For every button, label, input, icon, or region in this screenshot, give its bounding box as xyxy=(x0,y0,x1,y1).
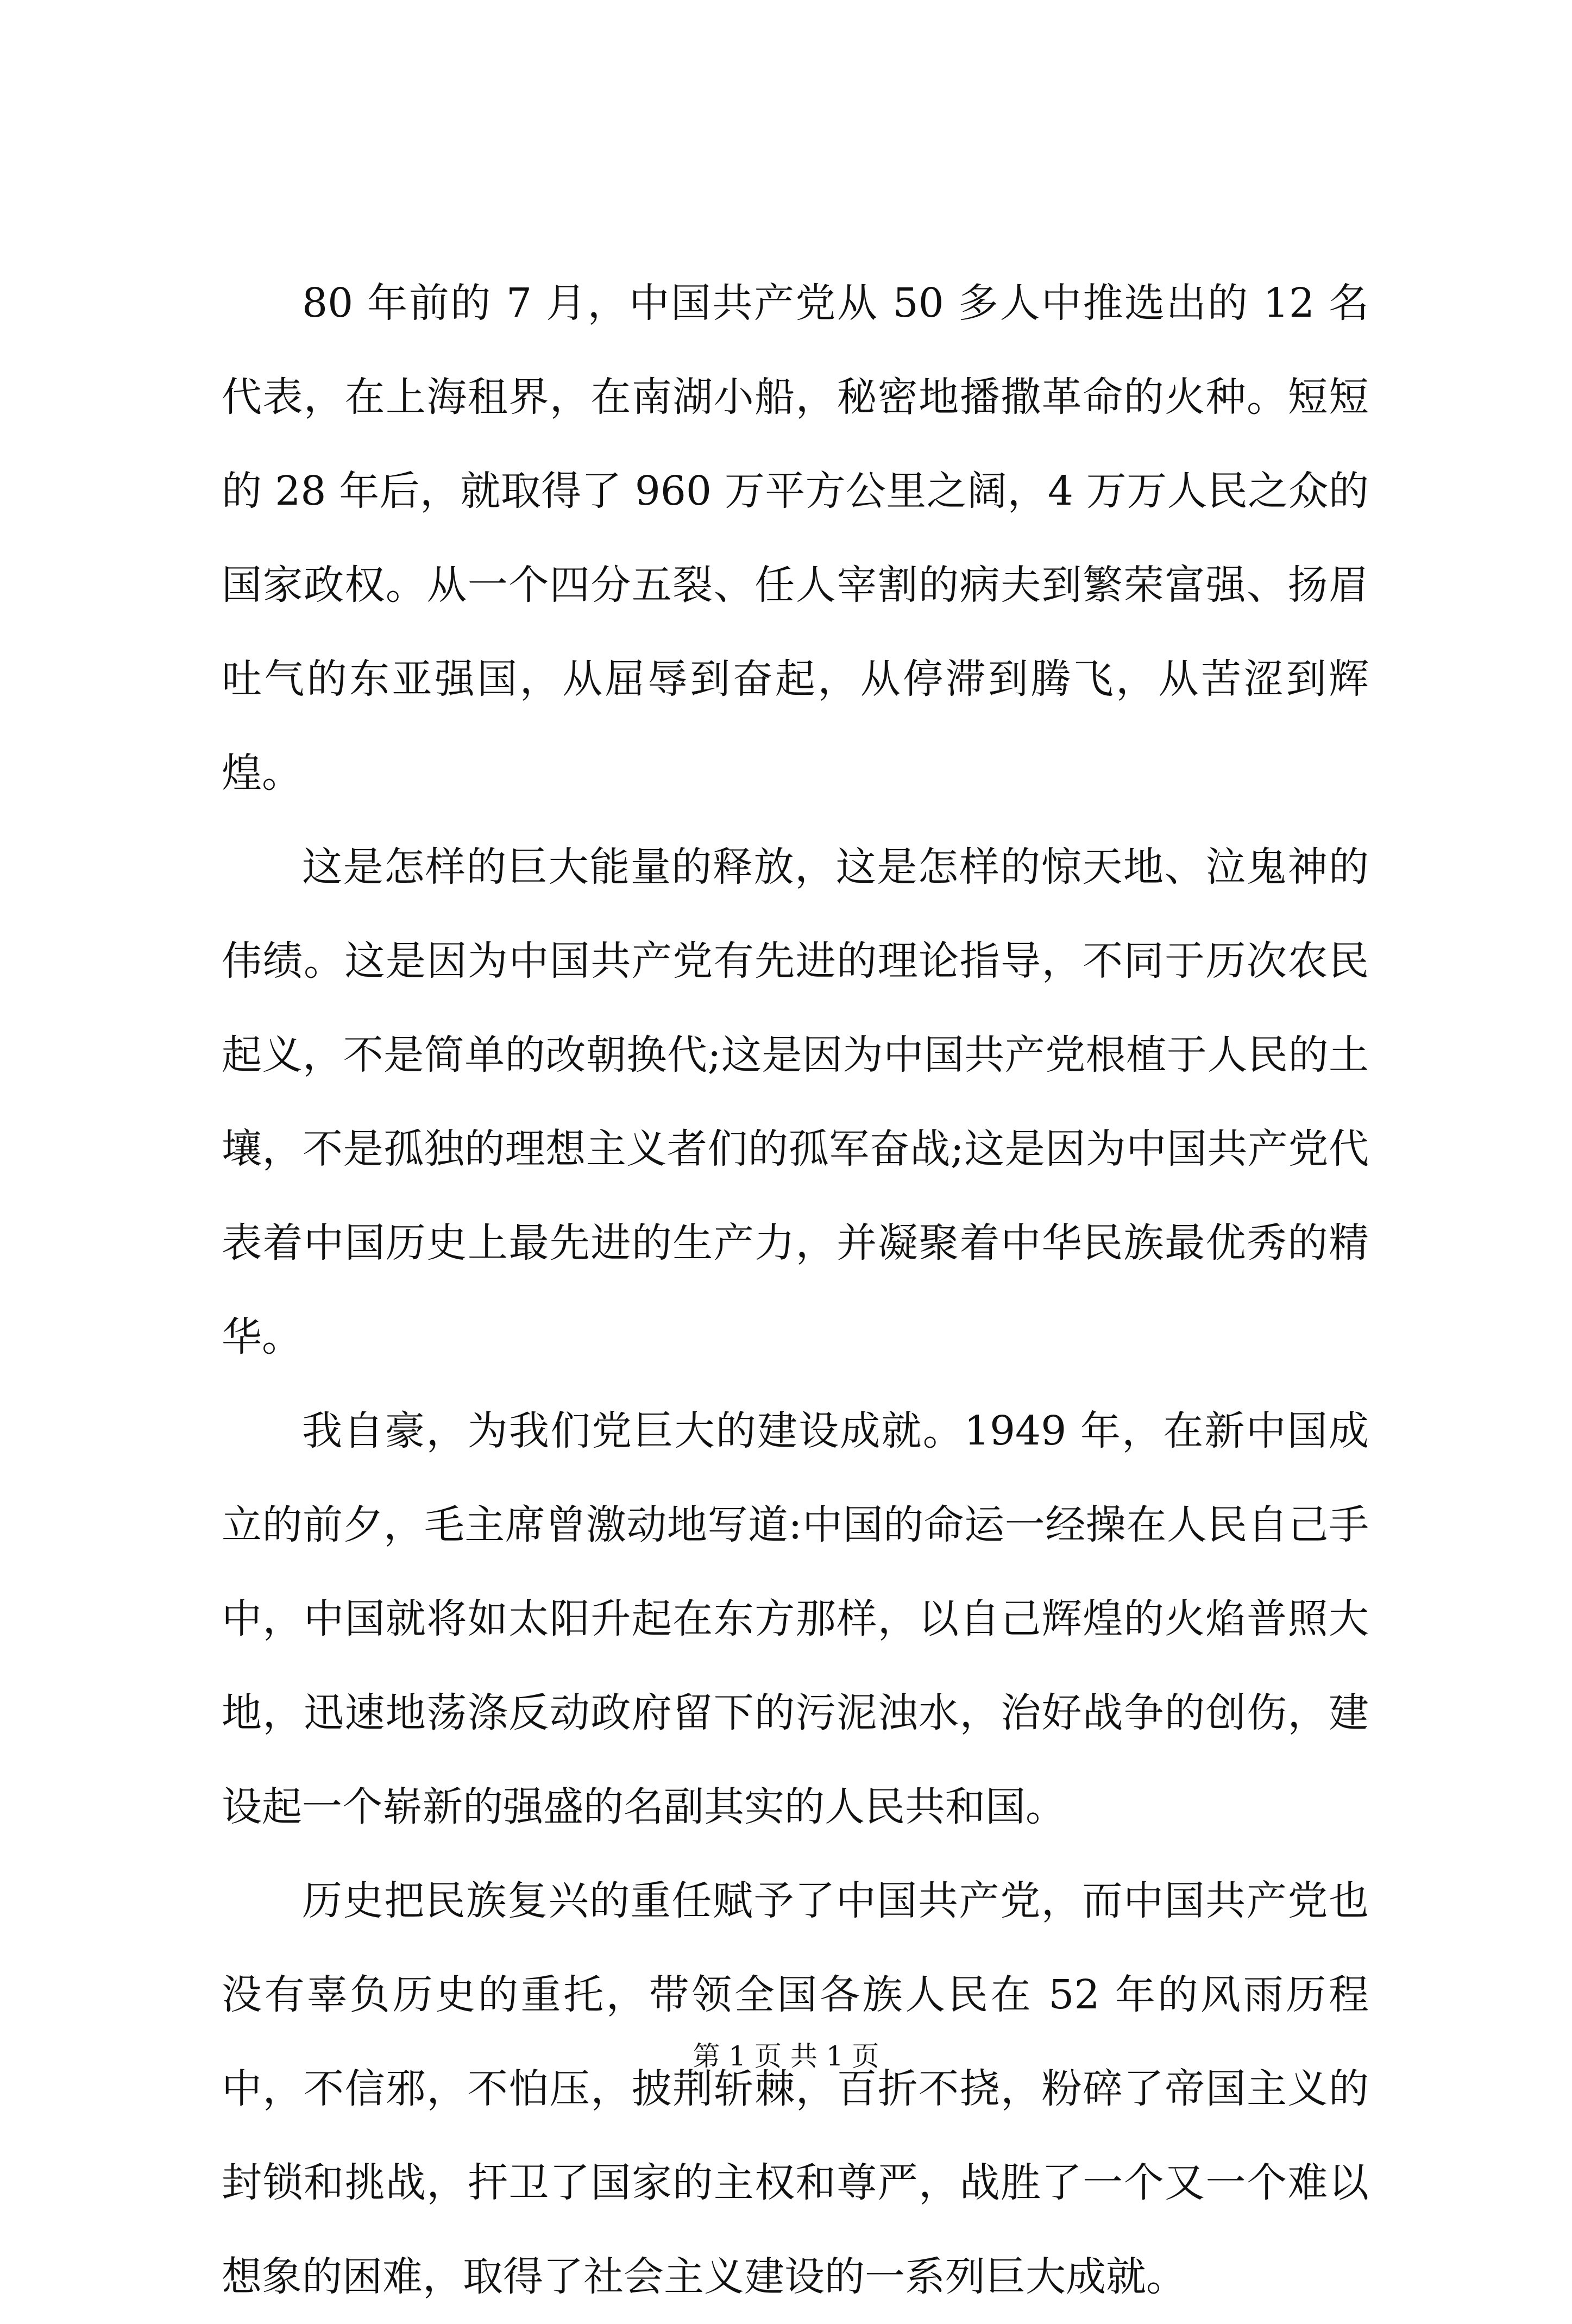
paragraph-1: 80 年前的 7 月，中国共产党从 50 多人中推选出的 12 名代表，在上海租界，在南湖小船，秘密地播撒革命的火种。短短的 28 年后，就取得了 960 万平方公里之阔，4 万万人民之众的国家政权。从一个四分五裂、任人宰割的病夫到繁荣富强、扬眉吐气的东亚强国，从屈辱到奋起，从停滞到腾飞，从苦涩到辉煌。 xyxy=(222,280,1369,796)
document-body xyxy=(222,256,1369,2324)
paragraph-4: 历史把民族复兴的重任赋予了中国共产党，而中国共产党也没有辜负历史的重托，带领全国各族人民在 52 年的风雨历程中，不信邪，不怕压，披荆斩棘，百折不挠，粉碎了帝国主义的封锁和挑战，扞卫了国家的主权和尊严，战胜了一个又一个难以想象的困难，取得了社会主义建设的一系列巨大成就。 xyxy=(222,1877,1369,2300)
paragraph-3: 我自豪，为我们党巨大的建设成就。1949 年，在新中国成立的前夕，毛主席曾激动地写道:中国的命运一经操在人民自己手中，中国就将如太阳升起在东方那样，以自己辉煌的火焰普照大地，迅速地荡涤反动政府留下的污泥浊水，治好战争的创伤，建设起一个崭新的强盛的名副其实的人民共和国。 xyxy=(222,1408,1369,1830)
page-footer xyxy=(0,2037,1572,2075)
paragraph-2: 这是怎样的巨大能量的释放，这是怎样的惊天地、泣鬼神的伟绩。这是因为中国共产党有先进的理论指导，不同于历次农民起义，不是简单的改朝换代;这是因为中国共产党根植于人民的土壤，不是孤独的理想主义者们的孤军奋战;这是因为中国共产党代表着中国历史上最先进的生产力，并凝聚着中华民族最优秀的精华。 xyxy=(222,844,1369,1360)
page-number-label: 第 1 页 共 1 页 xyxy=(693,2040,879,2072)
